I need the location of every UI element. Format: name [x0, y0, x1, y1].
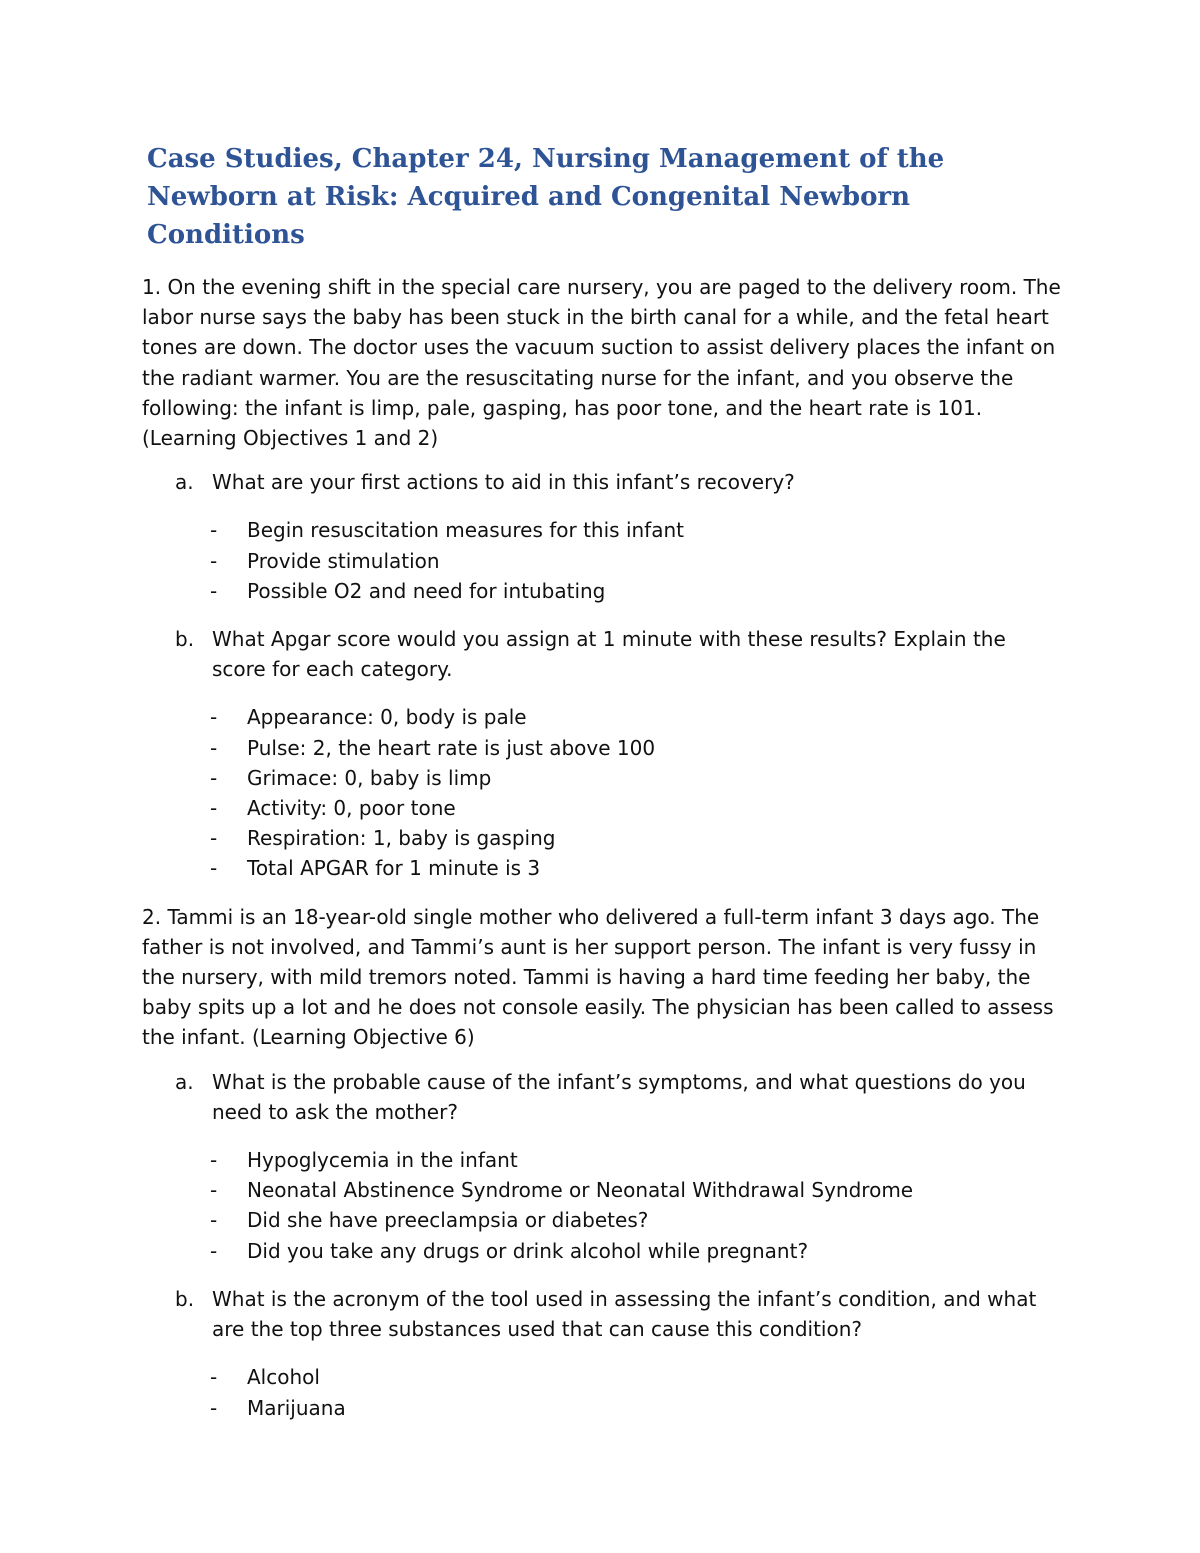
part-text: What Apgar score would you assign at 1 minute with these results? Explain the score for each category. [212, 627, 1006, 682]
list-item: - Neonatal Abstinence Syndrome or Neonatal Withdrawal Syndrome [210, 1178, 914, 1203]
answer-list [210, 1362, 1062, 1422]
part-text: What is the probable cause of the infant’s symptoms, and what questions do you need to ask the mother? [212, 1069, 1026, 1124]
list-item: - Hypoglycemia in the infant [210, 1148, 518, 1173]
list-item: - Possible O2 and need for intubating [210, 578, 606, 603]
question-2-part-b [175, 1284, 1062, 1344]
question-text: 1. On the evening shift in the special care nursery, you are paged to the delivery room. The labor nurse says the baby has been stuck in the birth canal for a while, and the fetal heart tones are down. The doctor uses the vacuum suction to assist delivery places the infant on the radiant warmer. You are the resuscitating nurse for the infant, and you observe the following: the infant is limp, pale, gasping, has poor tone, and the heart rate is 101. (Learning Objectives 1 and 2) [142, 275, 1061, 451]
document-title: Case Studies, Chapter 24, Nursing Management of the Newborn at Risk: Acquired and Congenital Newborn Conditions [147, 144, 945, 250]
part-text: What is the acronym of the tool used in assessing the infant’s condition, and what are the top three substances used that can cause this condition? [212, 1286, 1037, 1342]
list-item: - Alcohol [210, 1365, 320, 1390]
list-item: - Did she have preeclampsia or diabetes? [210, 1208, 649, 1233]
list-item: - Begin resuscitation measures for this infant [210, 518, 684, 543]
list-item: - Total APGAR for 1 minute is 3 [210, 856, 541, 881]
list-item: - Marijuana [210, 1395, 346, 1420]
question-text: 2. Tammi is an 18-year-old single mother who delivered a full-term infant 3 days ago. The father is not involved, and Tammi’s aunt is her support person. The infant is very fussy in the nursery, with mild tremors noted. Tammi is having a hard time feeding her baby, the baby spits up a lot and he does not console easily. The physician has been called to assess the infant. (Learning Objective 6) [142, 904, 1054, 1050]
question-1-part-b [175, 624, 1062, 684]
question-1 [142, 272, 1062, 453]
list-item: - Respiration: 1, baby is gasping [210, 826, 556, 851]
list-item: - Activity: 0, poor tone [210, 796, 456, 821]
part-letter: a. [175, 470, 194, 495]
question-2-part-a [175, 1067, 1062, 1127]
part-letter: b. [175, 627, 195, 652]
question-2 [142, 902, 1062, 1053]
list-item: - Provide stimulation [210, 548, 440, 573]
part-letter: a. [175, 1069, 194, 1094]
answer-list [210, 515, 1062, 606]
list-item: - Appearance: 0, body is pale [210, 705, 527, 730]
answer-list [210, 702, 1062, 883]
list-item: - Pulse: 2, the heart rate is just above 100 [210, 735, 656, 760]
document-page [142, 140, 1062, 1441]
question-1-part-a [175, 467, 1062, 497]
answer-list [210, 1145, 1062, 1266]
part-text: What are your first actions to aid in this infant’s recovery? [212, 470, 795, 495]
part-letter: b. [175, 1286, 195, 1311]
list-item: - Grimace: 0, baby is limp [210, 765, 492, 790]
list-item: - Did you take any drugs or drink alcohol while pregnant? [210, 1238, 809, 1263]
